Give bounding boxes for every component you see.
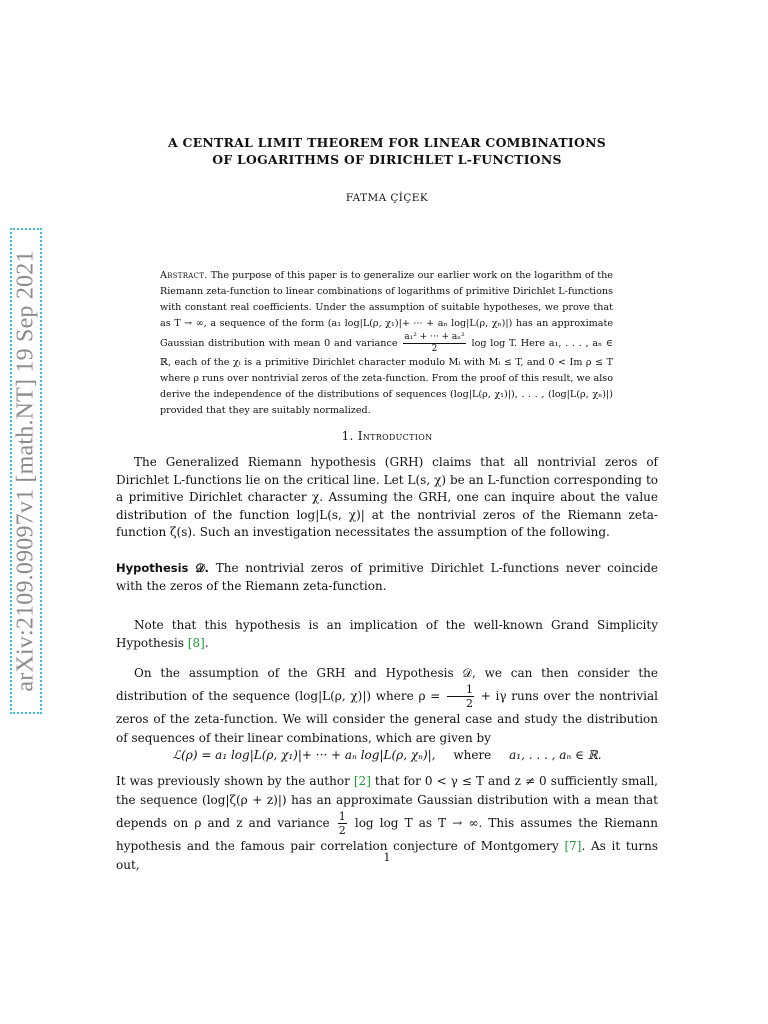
- equation-lhs: ℒ(ρ) = a₁ log|L(ρ, χ₁)|+ ··· + aₙ log|L(ρ, χₙ)|,: [172, 748, 436, 762]
- abstract-fraction-denominator: 2: [431, 344, 438, 354]
- intro-paragraph-3: [116, 664, 658, 748]
- hypothesis-text: The nontrivial zeros of primitive Dirichlet L-functions never coincide with the zeros of the Riemann zeta-function.: [116, 561, 658, 593]
- paper-author: FATMA ÇİÇEK: [345, 192, 429, 204]
- arxiv-sidebar-stamp: [10, 228, 42, 714]
- abstract-text-part2: log log T. Here a₁, . . . , aₙ ∈ ℝ, each of the χᵢ is a primitive Dirichlet character modulo Mᵢ with Mᵢ ≤ T, and 0 < Im ρ ≤ T where ρ runs over nontrivial zeros of the zeta-function. From the proof of this result, we also derive the independence of the distributions of sequences (log|L(ρ, χ₁)|), . . . , (log|L(ρ, χₙ)|) provided that they are suitably normalized.: [160, 338, 613, 416]
- title-line-1: A CENTRAL LIMIT THEOREM FOR LINEAR COMBINATIONS: [168, 135, 606, 150]
- page-number: 1: [383, 851, 391, 864]
- one-half-denominator: 2: [466, 697, 474, 710]
- hypothesis-label: Hypothesis 𝒟.: [116, 561, 209, 575]
- equation-where: where: [453, 748, 492, 762]
- abstract-variance-fraction: [403, 332, 466, 355]
- paragraph-4-text-d: . As it turns out,: [116, 839, 658, 872]
- paper-title: [116, 134, 658, 168]
- hypothesis-block: [116, 560, 658, 595]
- paragraph-4-text-b: that for 0 < γ ≤ T and z ≠ 0 sufficiently small, the sequence (log|ζ(ρ + z)|) has an approximate Gaussian distribution with a mean that depends on ρ and z and variance: [116, 774, 658, 830]
- arxiv-identifier: arXiv:2109.09097v1 [math.NT] 19 Sep 2021: [12, 250, 39, 692]
- citation-link-8[interactable]: [8]: [187, 635, 205, 650]
- equation-condition: a₁, . . . , aₙ ∈ ℝ.: [509, 748, 602, 762]
- abstract-fraction-numerator: a₁² + ··· + aₙ²: [404, 332, 465, 342]
- paragraph-3-text-a: On the assumption of the GRH and Hypothesis 𝒟, we can then consider the distribution of the sequence (log|L(ρ, χ)|) where ρ =: [116, 666, 658, 703]
- variance-half-numerator: 1: [338, 810, 346, 823]
- one-half-numerator: 1: [447, 683, 474, 697]
- paragraph-2-text: Note that this hypothesis is an implication of the well-known Grand Simplicity Hypothesis: [116, 618, 658, 650]
- variance-half-denominator: 2: [338, 824, 346, 837]
- display-equation: [116, 748, 658, 762]
- abstract: [160, 268, 613, 419]
- paragraph-4-text-c: log log T as T → ∞. This assumes the Riemann hypothesis and the famous pair correlation conjecture of Montgomery: [116, 816, 658, 853]
- title-line-2: OF LOGARITHMS OF DIRICHLET L-FUNCTIONS: [212, 152, 562, 167]
- abstract-label: Abstract.: [160, 270, 208, 281]
- intro-paragraph-1: The Generalized Riemann hypothesis (GRH) claims that all nontrivial zeros of Dirichlet L-functions lie on the critical line. Let L(s, χ) be an L-function corresponding to a primitive Dirichlet character χ. Assuming the GRH, one can inquire about the value distribution of the function log|L(s, χ)| at the nontrivial zeros of the Riemann zeta-function ζ(s). Such an investigation necessitates the assumption of the following.: [116, 455, 658, 540]
- one-half-fraction: [447, 683, 474, 710]
- paragraph-4-text-a: It was previously shown by the author: [116, 774, 350, 788]
- paragraph-2-end: .: [204, 635, 209, 650]
- citation-link-2[interactable]: [2]: [353, 774, 371, 788]
- intro-paragraph-2: [116, 617, 658, 652]
- section-heading-introduction: 1. Introduction: [341, 429, 433, 443]
- abstract-text-part1: The purpose of this paper is to generalize our earlier work on the logarithm of the Riemann zeta-function to linear combinations of logarithms of primitive Dirichlet L-functions with constant real coefficients. Under the assumption of suitable hypotheses, we prove that as T → ∞, a sequence of the form (a₁ log|L(ρ, χ₁)|+ ··· + aₙ log|L(ρ, χₙ)|) has an approximate Gaussian distribution with mean 0 and variance: [160, 270, 613, 349]
- citation-link-7[interactable]: [7]: [564, 839, 582, 853]
- paragraph-3-text-b: + iγ runs over the nontrivial zeros of the zeta-function. We will consider the general case and study the distribution of sequences of their linear combinations, which are given by: [116, 689, 658, 745]
- variance-half-fraction: [338, 810, 347, 837]
